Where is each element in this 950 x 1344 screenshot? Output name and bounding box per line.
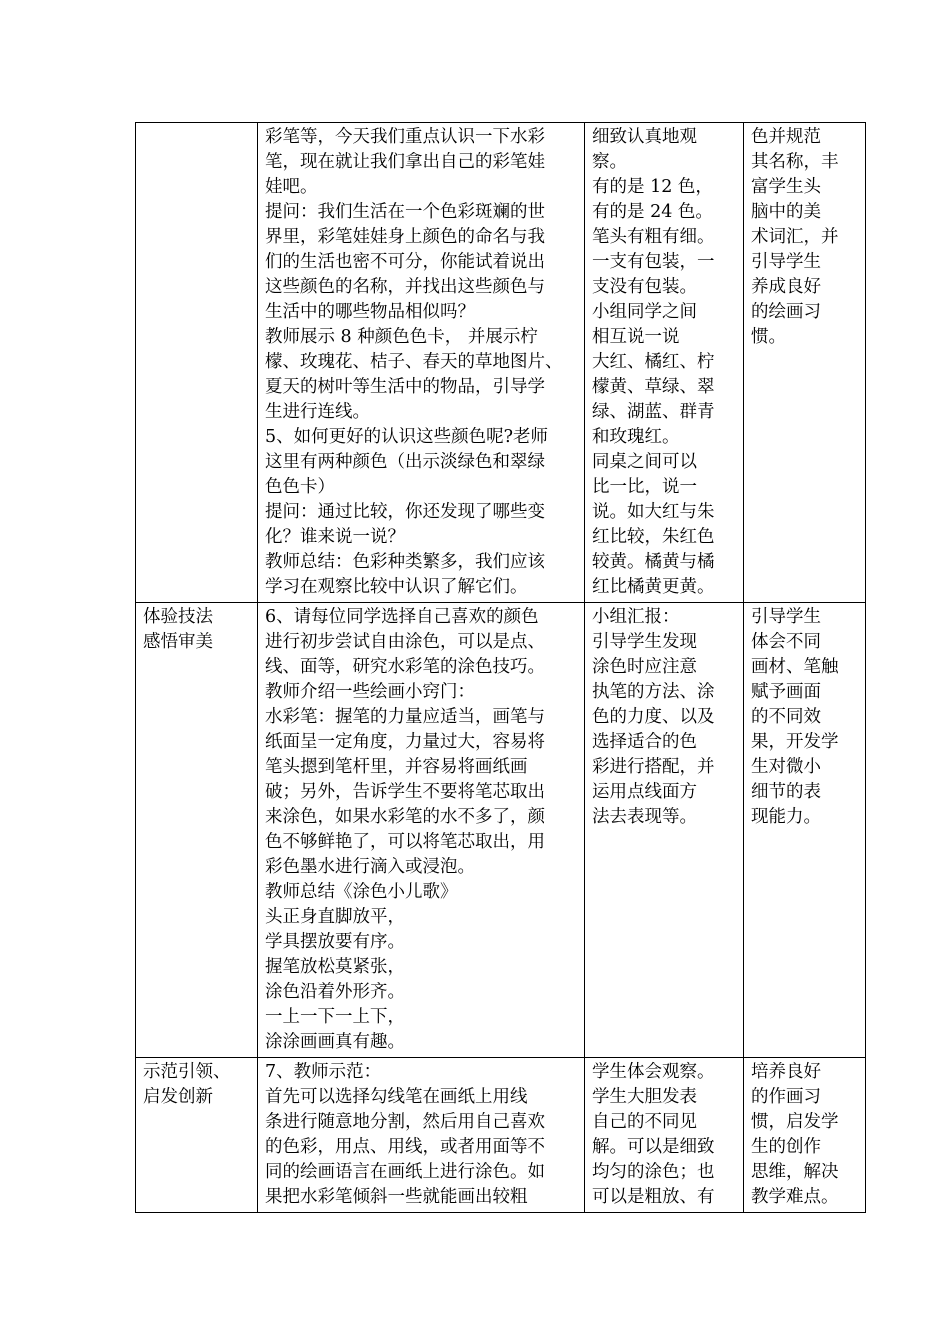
text-line: 选择适合的色 xyxy=(592,732,697,752)
text-line: 色的力度、以及 xyxy=(592,707,715,727)
text-line: 化？谁来说一说？ xyxy=(265,527,405,547)
text-line: 色不够鲜艳了，可以将笔芯取出，用 xyxy=(265,832,545,852)
text-line: 果把水彩笔倾斜一些就能画出较粗 xyxy=(265,1187,528,1207)
text-line: 教学难点。 xyxy=(751,1187,839,1207)
text-line: 有的是 24 色。 xyxy=(592,202,713,222)
text-line: 破；另外，告诉学生不要将笔芯取出 xyxy=(265,782,545,802)
text-line: 均匀的涂色；也 xyxy=(592,1162,715,1182)
text-line: 教师总结《涂色小儿歌》 xyxy=(265,882,458,902)
text-line: 的绘画习 xyxy=(751,302,821,322)
text-line: 细节的表 xyxy=(751,782,821,802)
text-line: 来涂色，如果水彩笔的水不多了，颜 xyxy=(265,807,545,827)
text-line: 条进行随意地分割，然后用自己喜欢 xyxy=(265,1112,545,1132)
text-line: 执笔的方法、涂 xyxy=(592,682,715,702)
text-line: 法去表现等。 xyxy=(592,807,697,827)
text-line: 教师介绍一些绘画小窍门： xyxy=(265,682,475,702)
text-line: 小组汇报： xyxy=(592,607,680,627)
text-line: 术词汇，并 xyxy=(751,227,839,247)
teacher-activity-cell xyxy=(258,123,585,603)
text-line: 绿、湖蓝、群青 xyxy=(592,402,715,422)
text-line: 其名称，丰 xyxy=(751,152,839,172)
text-line: 体会不同 xyxy=(751,632,821,652)
text-line: 们的生活也密不可分，你能试着说出 xyxy=(265,252,545,272)
design-intent-cell xyxy=(744,603,866,1058)
table-row xyxy=(136,603,866,1058)
student-activity-cell xyxy=(585,603,744,1058)
text-line: 引导学生发现 xyxy=(592,632,697,652)
text-line: 体验技法 xyxy=(143,607,213,627)
text-line: 夏天的树叶等生活中的物品，引导学 xyxy=(265,377,545,397)
text-line: 檬、玫瑰花、桔子、春天的草地图片、 xyxy=(265,352,563,372)
lesson-plan-table xyxy=(135,122,866,1213)
text-line: 娃吧。 xyxy=(265,177,318,197)
text-line: 教师展示 8 种颜色色卡， 并展示柠 xyxy=(265,327,538,347)
text-line: 感悟审美 xyxy=(143,632,213,652)
text-line: 大红、橘红、柠 xyxy=(592,352,715,372)
text-line: 涂涂画画真有趣。 xyxy=(265,1032,405,1052)
text-line: 一支有包装，一 xyxy=(592,252,715,272)
text-line: 的作画习 xyxy=(751,1087,821,1107)
text-line: 首先可以选择勾线笔在画纸上用线 xyxy=(265,1087,528,1107)
text-line: 檬黄、草绿、翠 xyxy=(592,377,715,397)
text-line: 涂色时应注意 xyxy=(592,657,697,677)
text-line: 笔，现在就让我们拿出自己的彩笔娃 xyxy=(265,152,545,172)
text-line: 红比橘黄更黄。 xyxy=(592,577,715,597)
text-line: 较黄。橘黄与橘 xyxy=(592,552,715,572)
text-line: 生活中的哪些物品相似吗？ xyxy=(265,302,475,322)
stage-cell xyxy=(136,1058,258,1213)
text-line: 惯，启发学 xyxy=(751,1112,839,1132)
text-line: 小组同学之间 xyxy=(592,302,697,322)
text-line: 脑中的美 xyxy=(751,202,821,222)
table-row xyxy=(136,123,866,603)
text-line: 可以是粗放、有 xyxy=(592,1187,715,1207)
text-line: 赋予画面 xyxy=(751,682,821,702)
text-line: 纸面呈一定角度，力量过大，容易将 xyxy=(265,732,545,752)
text-line: 细致认真地观 xyxy=(592,127,697,147)
text-line: 惯。 xyxy=(751,327,786,347)
text-line: 解。可以是细致 xyxy=(592,1137,715,1157)
text-line: 这里有两种颜色（出示淡绿色和翠绿 xyxy=(265,452,545,472)
teacher-activity-cell xyxy=(258,1058,585,1213)
text-line: 支没有包装。 xyxy=(592,277,697,297)
text-line: 彩笔等，今天我们重点认识一下水彩 xyxy=(265,127,545,147)
text-line: 学生大胆发表 xyxy=(592,1087,697,1107)
text-line: 培养良好 xyxy=(751,1062,821,1082)
design-intent-cell xyxy=(744,123,866,603)
text-line: 生的创作 xyxy=(751,1137,821,1157)
text-line: 线、面等，研究水彩笔的涂色技巧。 xyxy=(265,657,545,677)
text-line: 学习在观察比较中认识了解它们。 xyxy=(265,577,528,597)
text-line: 果，开发学 xyxy=(751,732,839,752)
text-line: 同桌之间可以 xyxy=(592,452,697,472)
text-line: 的色彩，用点、用线，或者用面等不 xyxy=(265,1137,545,1157)
text-line: 5、如何更好的认识这些颜色呢?老师 xyxy=(265,427,549,447)
text-line: 红比较，朱红色 xyxy=(592,527,715,547)
text-line: 水彩笔：握笔的力量应适当，画笔与 xyxy=(265,707,545,727)
text-line: 学生体会观察。 xyxy=(592,1062,715,1082)
text-line: 有的是 12 色， xyxy=(592,177,713,197)
text-line: 思维，解决 xyxy=(751,1162,839,1182)
text-line: 7、教师示范： xyxy=(265,1062,382,1082)
text-line: 头正身直脚放平， xyxy=(265,907,405,927)
text-line: 色并规范 xyxy=(751,127,821,147)
text-line: 提问：我们生活在一个色彩斑斓的世 xyxy=(265,202,545,222)
text-line: 说。如大红与朱 xyxy=(592,502,715,522)
text-line: 相互说一说 xyxy=(592,327,680,347)
stage-cell xyxy=(136,603,258,1058)
text-line: 涂色沿着外形齐。 xyxy=(265,982,405,1002)
teacher-activity-cell xyxy=(258,603,585,1058)
text-line: 提问：通过比较，你还发现了哪些变 xyxy=(265,502,545,522)
text-line: 运用点线面方 xyxy=(592,782,697,802)
text-line: 这些颜色的名称，并找出这些颜色与 xyxy=(265,277,545,297)
text-line: 察。 xyxy=(592,152,627,172)
text-line: 生进行连线。 xyxy=(265,402,370,422)
text-line: 笔头摁到笔杆里，并容易将画纸画 xyxy=(265,757,528,777)
text-line: 彩色墨水进行滴入或浸泡。 xyxy=(265,857,475,877)
text-line: 养成良好 xyxy=(751,277,821,297)
text-line: 富学生头 xyxy=(751,177,821,197)
text-line: 笔头有粗有细。 xyxy=(592,227,715,247)
text-line: 同的绘画语言在画纸上进行涂色。如 xyxy=(265,1162,545,1182)
text-line: 一上一下一上下， xyxy=(265,1007,405,1027)
text-line: 的不同效 xyxy=(751,707,821,727)
text-line: 握笔放松莫紧张， xyxy=(265,957,405,977)
text-line: 现能力。 xyxy=(751,807,821,827)
stage-cell xyxy=(136,123,258,603)
text-line: 进行初步尝试自由涂色，可以是点、 xyxy=(265,632,545,652)
text-line: 界里，彩笔娃娃身上颜色的命名与我 xyxy=(265,227,545,247)
design-intent-cell xyxy=(744,1058,866,1213)
text-line: 教师总结：色彩种类繁多，我们应该 xyxy=(265,552,545,572)
student-activity-cell xyxy=(585,1058,744,1213)
student-activity-cell xyxy=(585,123,744,603)
text-line: 彩进行搭配，并 xyxy=(592,757,715,777)
text-line: 引导学生 xyxy=(751,607,821,627)
text-line: 启发创新 xyxy=(143,1087,213,1107)
text-line: 画材、笔触 xyxy=(751,657,839,677)
text-line: 生对微小 xyxy=(751,757,821,777)
text-line: 引导学生 xyxy=(751,252,821,272)
table-row xyxy=(136,1058,866,1213)
text-line: 比一比，说一 xyxy=(592,477,697,497)
text-line: 6、请每位同学选择自己喜欢的颜色 xyxy=(265,607,539,627)
text-line: 和玫瑰红。 xyxy=(592,427,680,447)
text-line: 示范引领、 xyxy=(143,1062,231,1082)
text-line: 学具摆放要有序。 xyxy=(265,932,405,952)
text-line: 自己的不同见 xyxy=(592,1112,697,1132)
text-line: 色色卡） xyxy=(265,477,335,497)
